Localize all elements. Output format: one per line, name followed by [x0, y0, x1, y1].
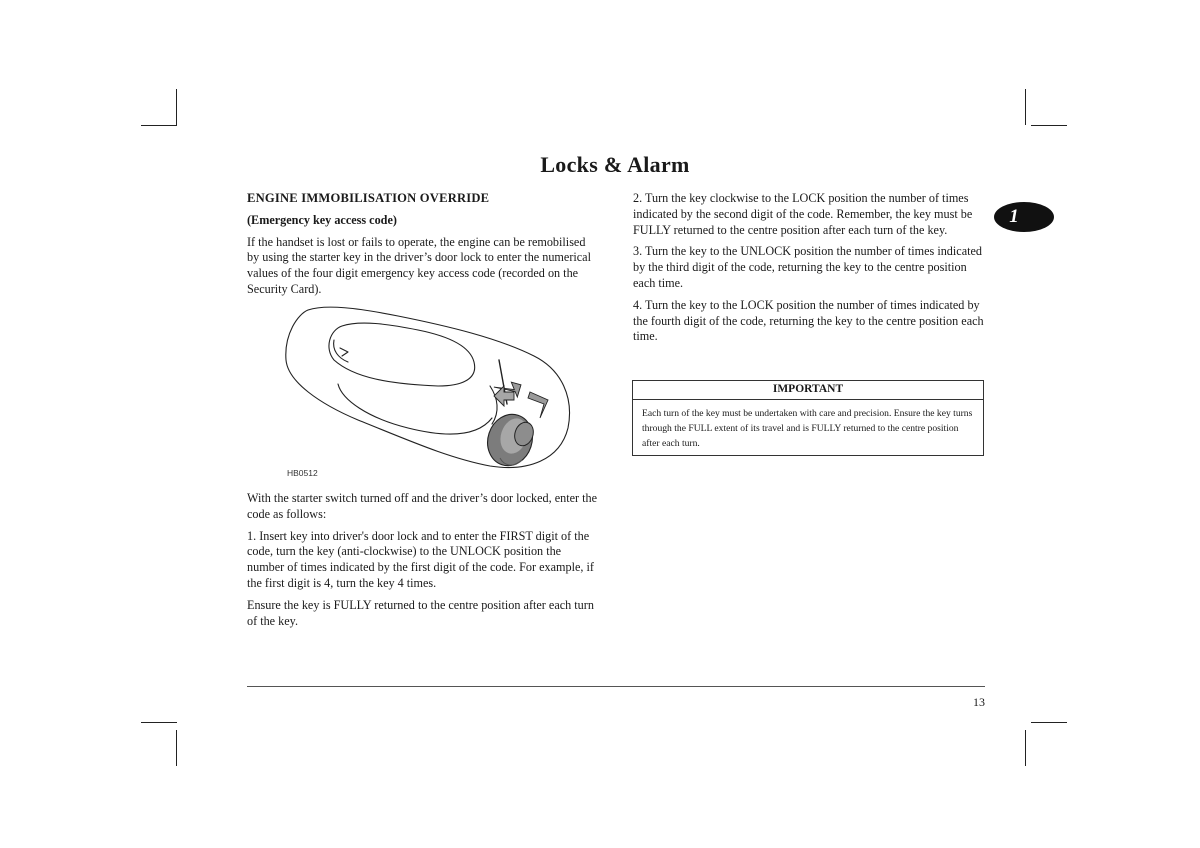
important-title: IMPORTANT: [633, 381, 983, 400]
page-number: 13: [973, 695, 985, 709]
figure-code: HB0512: [287, 468, 318, 478]
crop-mark-bottom-right-h: [1031, 722, 1067, 723]
important-body: Each turn of the key must be undertaken with care and precision. Ensure the key turns through the FULL extent of its travel and is FULLY returned to the centre position after each turn.: [642, 408, 973, 449]
crop-mark-top-left-v: [176, 89, 177, 125]
step-2-paragraph: 2. Turn the key clockwise to the LOCK position the number of times indicated by the second digit of the code. Remember, the key must be FULLY returned to the centre position after each turn of the key.: [633, 191, 973, 237]
intro-paragraph: If the handset is lost or fails to operate, the engine can be remobilised by using the starter key in the driver’s door lock to enter the numerical values of the four digit emergency key access code (recorded on the Security Card).: [247, 234, 591, 296]
left-column-lower: [247, 491, 599, 635]
crop-mark-bottom-left-v: [176, 730, 177, 766]
important-notice-box: [632, 380, 984, 456]
door-handle-illustration: [278, 300, 588, 485]
instruction-paragraph: With the starter switch turned off and the driver’s door locked, enter the code as follows:: [247, 491, 598, 521]
crop-mark-top-right-h: [1031, 125, 1067, 126]
crop-mark-top-left-h: [141, 125, 177, 126]
right-column: [633, 191, 985, 351]
section-subheading: (Emergency key access code): [247, 212, 397, 227]
return-note-paragraph: Ensure the key is FULLY returned to the centre position after each turn of the key.: [247, 597, 594, 628]
crop-mark-top-right-v: [1025, 89, 1026, 125]
crop-mark-bottom-right-v: [1025, 730, 1026, 766]
step-3-paragraph: 3. Turn the key to the UNLOCK position the number of times indicated by the third digit of the code, returning the key to the centre position each time.: [633, 244, 982, 290]
section-heading: ENGINE IMMOBILISATION OVERRIDE: [247, 191, 490, 205]
left-column: [247, 191, 599, 304]
page-title: Locks & Alarm: [540, 152, 690, 177]
footer-rule: [247, 686, 985, 687]
chapter-badge: 1: [994, 202, 1054, 232]
step-1-paragraph: 1. Insert key into driver's door lock and to enter the FIRST digit of the code, turn the key (anti-clockwise) to the UNLOCK position the number of times indicated by the first digit of the code. For example, if the first digit is 4, turn the key 4 times.: [247, 528, 594, 590]
step-4-paragraph: 4. Turn the key to the LOCK position the number of times indicated by the fourth digit of the code, returning the key to the centre position each time.: [633, 297, 984, 344]
crop-mark-bottom-left-h: [141, 722, 177, 723]
